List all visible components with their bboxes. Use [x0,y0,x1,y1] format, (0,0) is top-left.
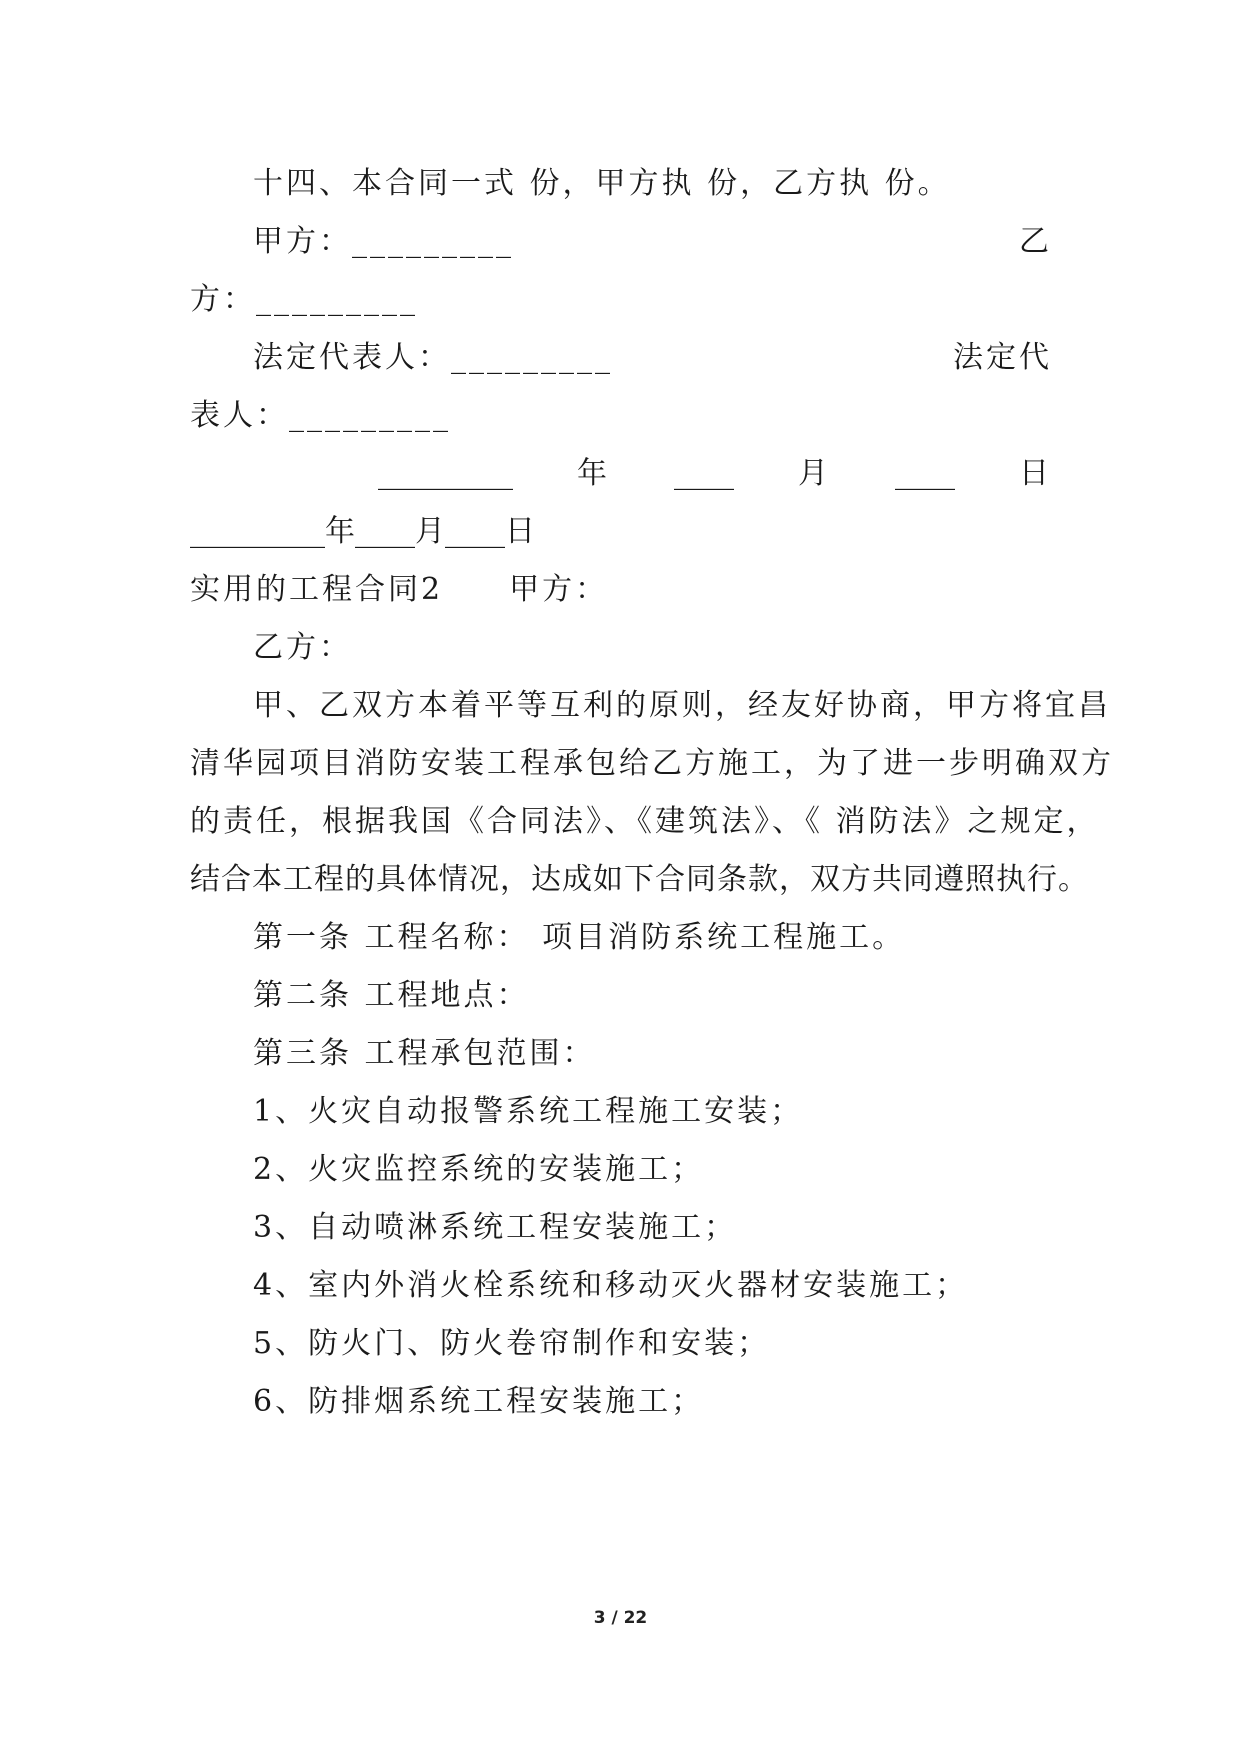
preamble-line-4: 结合本工程的具体情况，达成如下合同条款，双方共同遵照执行。 [190,862,1089,897]
article-3-scope: 第三条 工程承包范围： [253,1036,596,1071]
legal-rep-row [253,326,1052,390]
party-b-line: 乙方： [253,630,352,665]
party-a-signature-label: 甲方：_________ [253,224,514,259]
party-a-date-row [378,442,1052,506]
date-day-label: 日 [1019,456,1052,491]
party-b-legal-rep-line: 表人：_________ [190,398,451,433]
date-year-blank: _________ [378,456,513,491]
page-number: 3 / 22 [593,1608,648,1628]
date-day-blank: ____ [895,456,955,491]
article-1-project-name: 第一条 工程名称： 项目消防系统工程施工。 [253,920,906,955]
party-a-legal-rep-label: 法定代表人：_________ [253,340,613,375]
article-2-project-location: 第二条 工程地点： [253,978,530,1013]
scope-item-4: 4、室内外消火栓系统和移动灭火器材安装施工； [253,1268,969,1303]
scope-item-3: 3、自动喷淋系统工程安装施工； [253,1210,738,1245]
scope-item-6: 6、防排烟系统工程安装施工； [253,1384,705,1419]
date-month-blank: ____ [674,456,734,491]
preamble-line-1: 甲、乙双方本着平等互利的原则，经友好协商，甲方将宜昌 [253,688,1111,723]
preamble-line-2: 清华园项目消防安装工程承包给乙方施工，为了进一步明确双方 [190,746,1114,781]
preamble-line-3: 的责任，根据我国《合同法》、《建筑法》、《 消防法》之规定， [190,804,1100,839]
date-year-label: 年 [577,456,610,491]
signature-party-a-row [253,210,1052,274]
contract-2-title: 实用的工程合同2 甲方： [190,572,609,607]
scope-item-5: 5、防火门、防火卷帘制作和安装； [253,1326,771,1361]
party-b-label-start: 乙 [1019,224,1052,259]
party-b-signature-line: 方：_________ [190,282,418,317]
party-b-legal-rep-label-start: 法定代 [953,340,1052,375]
scope-item-2: 2、火灾监控系统的安装施工； [253,1152,705,1187]
clause-14-copies: 十四、本合同一式 份，甲方执 份，乙方执 份。 [253,166,951,201]
date-month-label: 月 [798,456,831,491]
scope-item-1: 1、火灾自动报警系统工程施工安装； [253,1094,804,1129]
party-b-date-line: _________年____月____日 [190,514,535,549]
